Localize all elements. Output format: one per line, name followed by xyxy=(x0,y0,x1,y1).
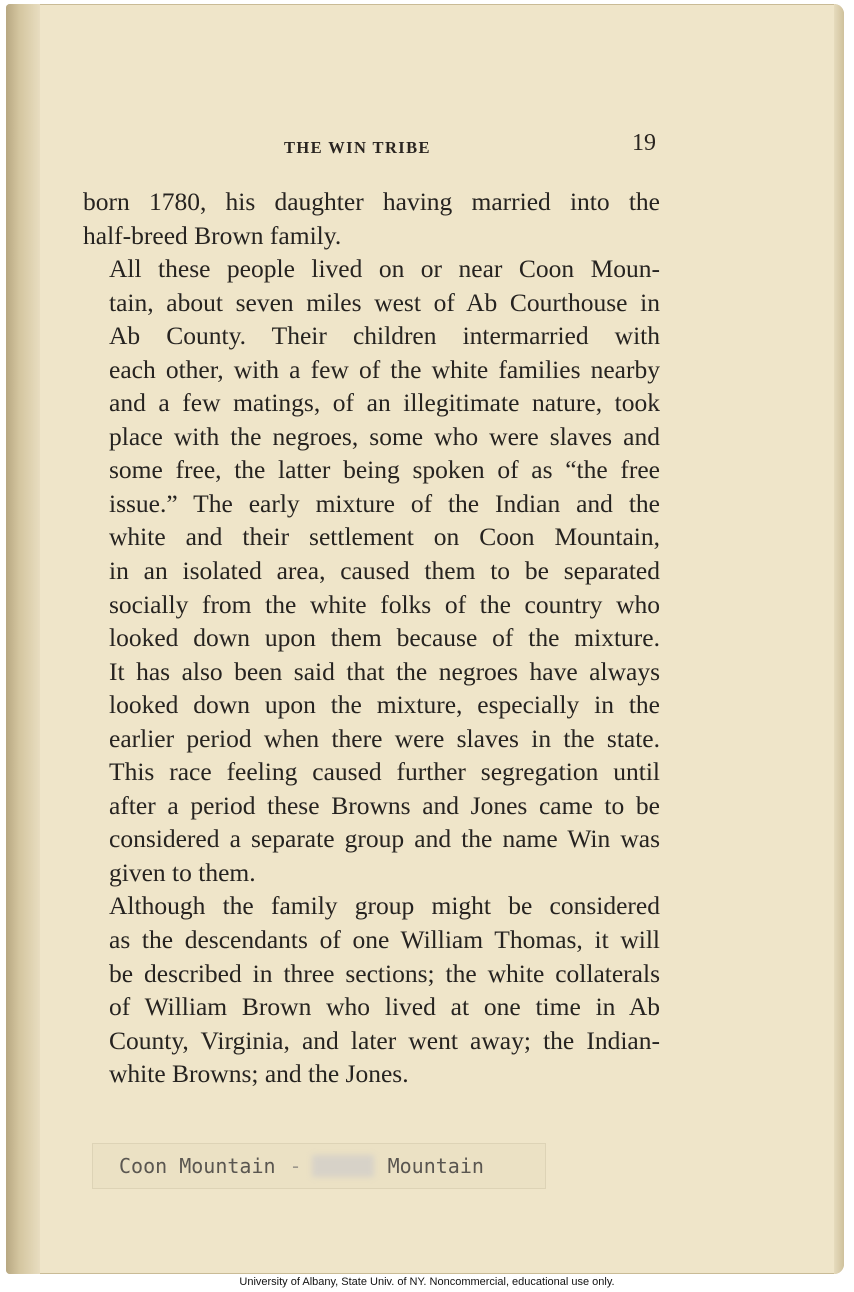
book-page xyxy=(6,4,844,1274)
text-line: Ab County. Their children intermarried with xyxy=(109,321,660,351)
text-line: looked down upon the mixture, especially in the xyxy=(109,690,660,720)
text-line: All these people lived on or near Coon Moun- xyxy=(109,254,660,284)
text-line: This race feeling caused further segregation until xyxy=(109,757,660,787)
text-line: as the descendants of one William Thomas, it will xyxy=(109,925,660,955)
text-line: half-breed Brown family. xyxy=(83,220,342,250)
text-line: some free, the latter being spoken of as “the free xyxy=(109,455,660,485)
text-line: white Browns; and the Jones. xyxy=(109,1059,409,1089)
text-line: white and their settlement on Coon Mountain, xyxy=(109,522,660,552)
text-line: given to them. xyxy=(109,857,256,887)
redaction-blur xyxy=(312,1155,374,1177)
text-line: each other, with a few of the white families nearby xyxy=(109,354,660,384)
annotation-left-text: Coon Mountain xyxy=(119,1154,276,1178)
text-line: of William Brown who lived at one time in Ab xyxy=(109,992,660,1022)
annotation-right-text: Mountain xyxy=(387,1154,484,1178)
text-line: be described in three sections; the white collaterals xyxy=(109,958,660,988)
book-spine-shadow xyxy=(6,4,40,1274)
paragraph-2 xyxy=(83,252,660,889)
annotation-dash: - xyxy=(289,1154,302,1178)
text-line: after a period these Browns and Jones came to be xyxy=(109,790,660,820)
paragraph-3 xyxy=(83,889,660,1090)
text-line: place with the negroes, some who were slaves and xyxy=(109,421,660,451)
running-title: THE WIN TRIBE xyxy=(284,138,431,157)
text-line: and a few matings, of an illegitimate nature, took xyxy=(109,388,660,418)
text-line: looked down upon them because of the mixture. xyxy=(109,623,660,653)
text-line: issue.” The early mixture of the Indian and the xyxy=(109,488,660,518)
page-number: 19 xyxy=(632,130,656,156)
text-line: It has also been said that the negroes have always xyxy=(109,656,660,686)
text-line: County, Virginia, and later went away; the Indian- xyxy=(109,1025,660,1055)
typed-annotation-strip xyxy=(92,1143,546,1189)
text-line: considered a separate group and the name Win was xyxy=(109,824,660,854)
text-line: in an isolated area, caused them to be separated xyxy=(109,556,660,586)
paragraph-1 xyxy=(83,185,660,252)
body-text xyxy=(83,185,660,1091)
text-line: earlier period when there were slaves in the state. xyxy=(109,723,660,753)
page-edge xyxy=(834,4,844,1274)
text-line: Although the family group might be considered xyxy=(109,891,660,921)
text-line: born 1780, his daughter having married into the xyxy=(83,187,660,216)
page-header xyxy=(6,130,844,166)
text-line: socially from the white folks of the country who xyxy=(109,589,660,619)
credit-footer: University of Albany, State Univ. of NY. Noncommercial, educational use only. xyxy=(239,1276,615,1288)
text-line: tain, about seven miles west of Ab Courthouse in xyxy=(109,287,660,317)
